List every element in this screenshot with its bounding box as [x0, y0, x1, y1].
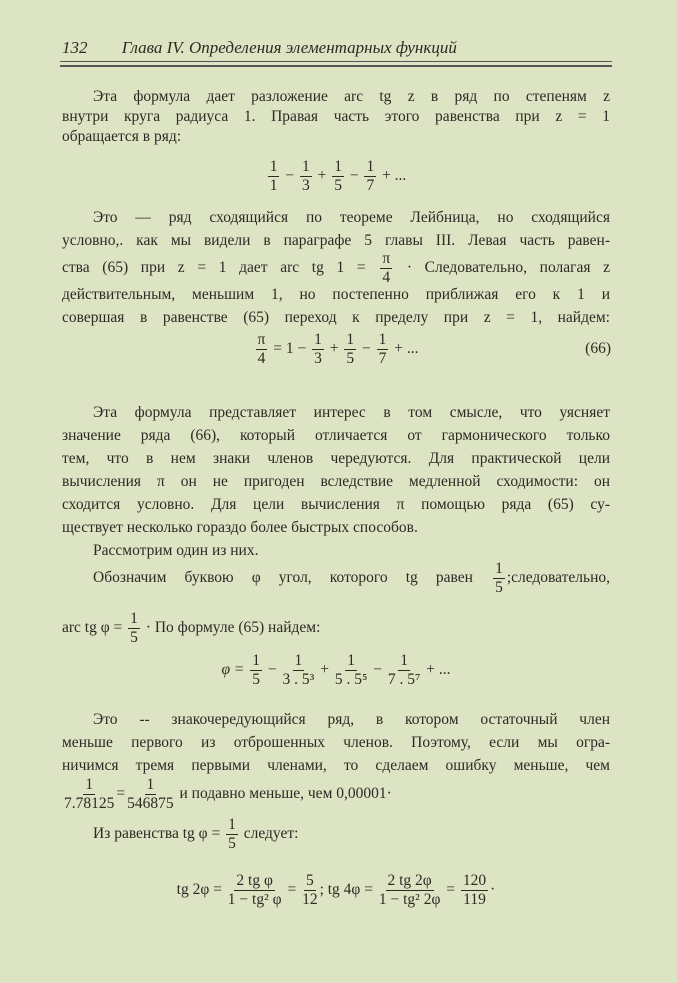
math-part: 4	[382, 268, 391, 286]
fraction	[127, 776, 174, 813]
text-line: совершая в равенстве (65) переход к пределу при z = 1, найдем:	[62, 309, 610, 326]
fraction	[379, 872, 441, 909]
text-line-with-fraction	[62, 250, 610, 287]
equation-66	[62, 331, 610, 368]
math-part: 1	[378, 331, 387, 348]
math-part: +	[320, 660, 329, 678]
math-part: π	[257, 331, 266, 348]
math-part: arc tg φ =	[62, 618, 123, 636]
math-part: 1	[366, 158, 375, 175]
math-part: −	[373, 660, 382, 678]
math-part: 1	[495, 560, 503, 577]
math-part: Обозначим буквою φ угол, которого tg равен	[93, 568, 473, 586]
math-part: Из равенства tg φ =	[93, 824, 221, 842]
math-part: 7	[378, 349, 387, 367]
math-part: 5	[228, 834, 236, 852]
equation-number: (66)	[585, 340, 611, 357]
fraction	[377, 331, 389, 368]
math-part: +	[329, 339, 339, 357]
header-rule-thick	[60, 65, 612, 67]
fraction	[250, 652, 262, 689]
fraction	[461, 872, 488, 909]
text-line: обращается в ряд:	[62, 128, 182, 145]
math-part: ; tg 4φ =	[319, 880, 373, 898]
math-part: −	[267, 660, 277, 678]
math-part: π	[382, 250, 391, 267]
math-part: 1	[130, 610, 138, 627]
math-part: 4	[257, 349, 266, 367]
math-part: + ...	[426, 660, 451, 678]
math-part: 1	[269, 158, 278, 175]
running-header	[62, 38, 457, 58]
math-part: −	[361, 339, 371, 357]
math-part: 1	[85, 776, 94, 793]
tangent-equations	[62, 872, 610, 909]
fraction	[302, 872, 318, 909]
math-part: ·	[490, 880, 496, 898]
math-part: 5	[334, 176, 342, 194]
math-part: 1	[252, 652, 261, 669]
math-part: 3	[301, 176, 310, 194]
math-part: + ...	[394, 339, 419, 357]
math-part: = 1 −	[273, 339, 307, 357]
math-part: · Следовательно, полагая z	[406, 258, 611, 276]
fraction	[493, 560, 505, 597]
math-part: следует:	[243, 824, 299, 842]
fraction	[226, 816, 238, 853]
math-part: 5	[346, 349, 355, 367]
math-part: 1	[294, 652, 303, 669]
math-part: и подавно меньше, чем 0,00001·	[179, 784, 392, 802]
fraction	[335, 652, 368, 689]
math-part: =	[446, 880, 456, 898]
text-line: ществует несколько гораздо более быстрых способов.	[62, 519, 418, 536]
series-leibniz	[62, 158, 610, 195]
fraction	[128, 610, 140, 647]
math-part: ;следовательно,	[506, 568, 611, 586]
text-line: Рассмотрим один из них.	[93, 542, 259, 559]
math-part: −	[285, 166, 295, 184]
math-part: 1	[346, 331, 355, 348]
phi-series	[62, 652, 610, 689]
fraction	[268, 158, 280, 195]
math-part: 3 . 5³	[282, 670, 315, 688]
math-part: 1	[146, 776, 155, 793]
fraction	[332, 158, 344, 195]
math-part: φ =	[221, 660, 245, 678]
text-line: действительным, меньшим 1, но постепенно приближая его к 1 и	[62, 286, 610, 303]
math-part: 7.78125	[64, 794, 115, 812]
math-part: 1	[269, 176, 278, 194]
math-part: 546875	[127, 794, 174, 812]
fraction	[256, 331, 268, 368]
math-part: 1	[228, 816, 236, 833]
text-line: Это — ряд сходящийся по теореме Лейбница, но сходящийся	[93, 209, 610, 226]
text-line: сходится условно. Для цели вычисления π помощью ряда (65) су-	[62, 496, 610, 513]
math-part: 5	[495, 578, 503, 596]
math-part: 7 . 5⁷	[387, 670, 421, 688]
text-line: значение ряда (66), который отличается от гармонического только	[62, 427, 610, 444]
math-part: tg 2φ =	[176, 880, 222, 898]
math-part: 5	[252, 670, 261, 688]
text-line-with-fraction	[93, 560, 610, 597]
text-line: условно,. как мы видели в параграфе 5 главы III. Левая часть равен-	[62, 232, 610, 249]
math-part: 1 − tg² φ	[227, 890, 282, 908]
math-part: + ...	[382, 166, 407, 184]
text-line: Это -- знакочередующийся ряд, в котором остаточный член	[93, 711, 610, 728]
math-part: 3	[314, 349, 322, 367]
math-part: 12	[302, 890, 318, 908]
math-part: 5	[130, 628, 138, 646]
fraction	[364, 158, 376, 195]
math-part: 1	[314, 331, 322, 348]
text-line-with-fraction	[93, 816, 610, 853]
math-part: ства (65) при z = 1 дает arc tg 1 =	[62, 258, 366, 276]
fraction	[64, 776, 114, 813]
text-line: Эта формула дает разложение arc tg z в ряд по степеням z	[93, 88, 610, 105]
fraction	[300, 158, 312, 195]
math-part: · По формуле (65) найдем:	[145, 618, 321, 636]
math-part: 119	[463, 890, 486, 908]
fraction	[283, 652, 315, 689]
fraction	[388, 652, 421, 689]
fraction	[380, 250, 392, 287]
math-part: 1	[334, 158, 342, 175]
fraction	[344, 331, 356, 368]
fraction	[312, 331, 324, 368]
math-part: =	[287, 880, 297, 898]
math-part: 7	[366, 176, 375, 194]
chapter-title: Глава IV. Определения элементарных функций	[121, 38, 457, 57]
error-estimate	[62, 776, 610, 813]
math-part: 1	[301, 158, 310, 175]
text-line: тем, что в нем знаки членов чередуются. Для практической цели	[62, 450, 610, 467]
text-line: вычисления π он не пригоден вследствие медленной сходимости: он	[62, 473, 610, 490]
math-part: 1	[400, 652, 408, 669]
math-part: 1	[347, 652, 355, 669]
math-part: −	[349, 166, 359, 184]
math-part: 120	[462, 872, 487, 889]
header-rule	[60, 61, 612, 62]
text-line: меньше первого из отброшенных членов. Поэтому, если мы огра-	[62, 734, 610, 751]
math-part: 5	[305, 872, 314, 889]
text-line-with-fraction	[62, 610, 610, 647]
page-number: 132	[62, 38, 88, 57]
math-part: 2 tg 2φ	[387, 872, 432, 889]
text-line: ничимся тремя первыми членами, то сделаем ошибку меньше, чем	[62, 757, 610, 774]
math-part: =	[116, 784, 126, 802]
text-line: внутри круга радиуса 1. Правая часть этого равенства при z = 1	[62, 108, 610, 125]
text-line: Эта формула представляет интерес в том смысле, что уясняет	[93, 404, 610, 421]
math-part: +	[317, 166, 327, 184]
math-part: 1 − tg² 2φ	[378, 890, 441, 908]
math-part: 5 . 5⁵	[334, 670, 368, 688]
fraction	[228, 872, 282, 909]
math-part: 2 tg φ	[236, 872, 273, 889]
